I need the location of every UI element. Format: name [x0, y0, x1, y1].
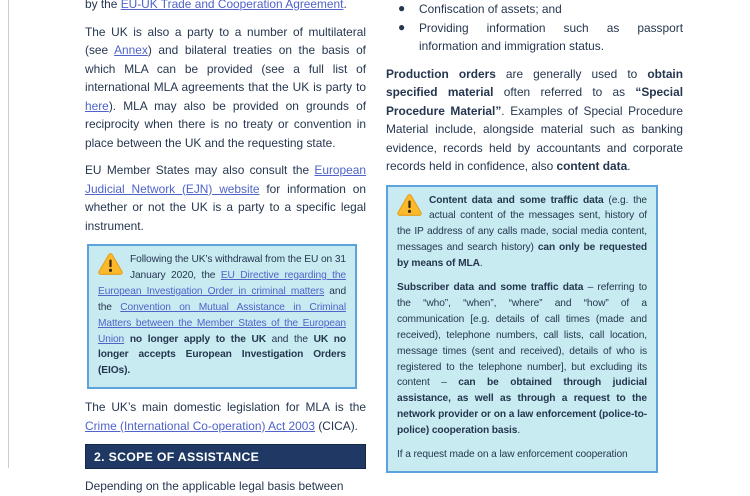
- list-item: [386, 19, 683, 56]
- text-run: UK no longer accepts European Investigation Orders (EIOs).: [98, 333, 346, 377]
- list-item-text: Confiscation of assets; and: [419, 2, 562, 16]
- text-run: Production orders: [386, 66, 496, 81]
- text-run: The UK’s main domestic legislation for MLA is the: [85, 400, 366, 415]
- bullet-icon: ●: [398, 19, 406, 34]
- bullet-list: [386, 0, 683, 56]
- hyperlink[interactable]: Annex: [114, 43, 148, 57]
- page-edge-line: [8, 0, 9, 468]
- text-run: (e.g. the actual content of the messages sent, history of the IP address of any calls made, social media content, messages and search history): [397, 194, 647, 254]
- left-column: [85, 0, 366, 496]
- list-item: [386, 0, 683, 19]
- para-tca-partial: [85, 0, 366, 14]
- hyperlink[interactable]: EU Directive regarding the European Investigation Order in criminal matters: [98, 269, 346, 297]
- list-item-text: Providing information such as passport information and immigration status.: [419, 20, 683, 53]
- callout-paragraph: [98, 252, 346, 379]
- text-run: content data: [556, 159, 628, 173]
- text-run: no longer apply to the UK: [129, 333, 266, 345]
- text-run: Content data and some traffic data: [429, 194, 604, 206]
- para-cica: [85, 398, 366, 435]
- text-run: .: [479, 258, 483, 270]
- para-production-orders: [386, 65, 683, 176]
- callout-paragraph-law-enforcement: [397, 447, 647, 463]
- section-heading-label: 2. SCOPE OF ASSISTANCE: [94, 450, 260, 465]
- right-column: [386, 0, 683, 482]
- text-run: and the: [98, 285, 347, 313]
- text-run: Following the UK’s withdrawal from the EU on 31 January 2020, the: [130, 254, 346, 281]
- text-run: can only be requested by means of MLA: [397, 242, 648, 270]
- text-run: and the: [265, 333, 314, 345]
- hyperlink[interactable]: here: [85, 98, 109, 113]
- text-run: often referred to as: [493, 85, 636, 99]
- text-run: . Examples of Special Procedure Material include, alongside material such as banking evidence, records held by accountants and corporate records held in confidence, also: [386, 103, 683, 173]
- hyperlink[interactable]: Crime (International Co-operation) Act 2003: [85, 418, 316, 433]
- hyperlink[interactable]: European Judicial Network (EJN) website: [85, 163, 366, 196]
- hyperlink[interactable]: Convention on Mutual Assistance in Criminal Matters between the Member States of the European Union: [98, 301, 346, 345]
- warning-triangle-icon: [98, 253, 123, 275]
- text-run: ) and bilateral treaties on the basis of which MLA can be provided (see a full list of international MLA agreements that the UK is party to: [85, 43, 366, 94]
- text-run: Depending on the applicable legal basis between: [85, 479, 344, 494]
- para-multilateral-treaties: [85, 23, 366, 153]
- para-ejn: [85, 161, 366, 235]
- text-run: EU Member States may also consult the: [85, 163, 315, 177]
- callout-data-types: [386, 185, 658, 474]
- text-run: Subscriber data and some traffic data: [397, 282, 584, 294]
- callout-paragraph-subscriber-data: [397, 280, 647, 439]
- text-run: .: [627, 159, 631, 173]
- text-run: .: [343, 0, 347, 11]
- section-heading-bar: [85, 444, 366, 469]
- text-run: The UK is also a party to a number of multilateral (see: [85, 24, 366, 57]
- para-scope-intro: [85, 477, 366, 496]
- text-run: for information on whether or not the UK is a party to a specific legal instrument.: [85, 181, 366, 233]
- callout-paragraph-content-data: [397, 193, 647, 273]
- text-run: .: [517, 425, 521, 437]
- text-run: ). MLA may also be provided on grounds of reciprocity when there is no treaty or convention in place between the UK and the requesting state.: [85, 98, 366, 150]
- text-run: can be obtained through judicial assistance, as well as through a request to the network provider or on a law enforcement (police-to-police) cooperation basis: [397, 377, 647, 437]
- text-run: (CICA).: [315, 418, 358, 433]
- text-run: “Special Procedure Material”: [386, 85, 683, 118]
- hyperlink[interactable]: EU-UK Trade and Cooperation Agreement: [120, 0, 344, 11]
- callout-eio-withdrawal: [87, 244, 357, 389]
- text-run: If a request made on a law enforcement cooperation: [397, 449, 628, 461]
- text-run: obtain specified material: [386, 66, 683, 99]
- warning-triangle-icon: [397, 194, 422, 216]
- text-run: – referring to the “who”, “when”, “where” and “how” of a communication [e.g. details of call times (made and received), telephone numbers, call lists, call location, message times (sent and received), details of who is registered to the telephone number], but excluding its content –: [397, 282, 647, 389]
- text-run: are generally used to: [495, 66, 648, 81]
- text-run: by the: [85, 0, 121, 11]
- bullet-icon: ●: [398, 1, 406, 15]
